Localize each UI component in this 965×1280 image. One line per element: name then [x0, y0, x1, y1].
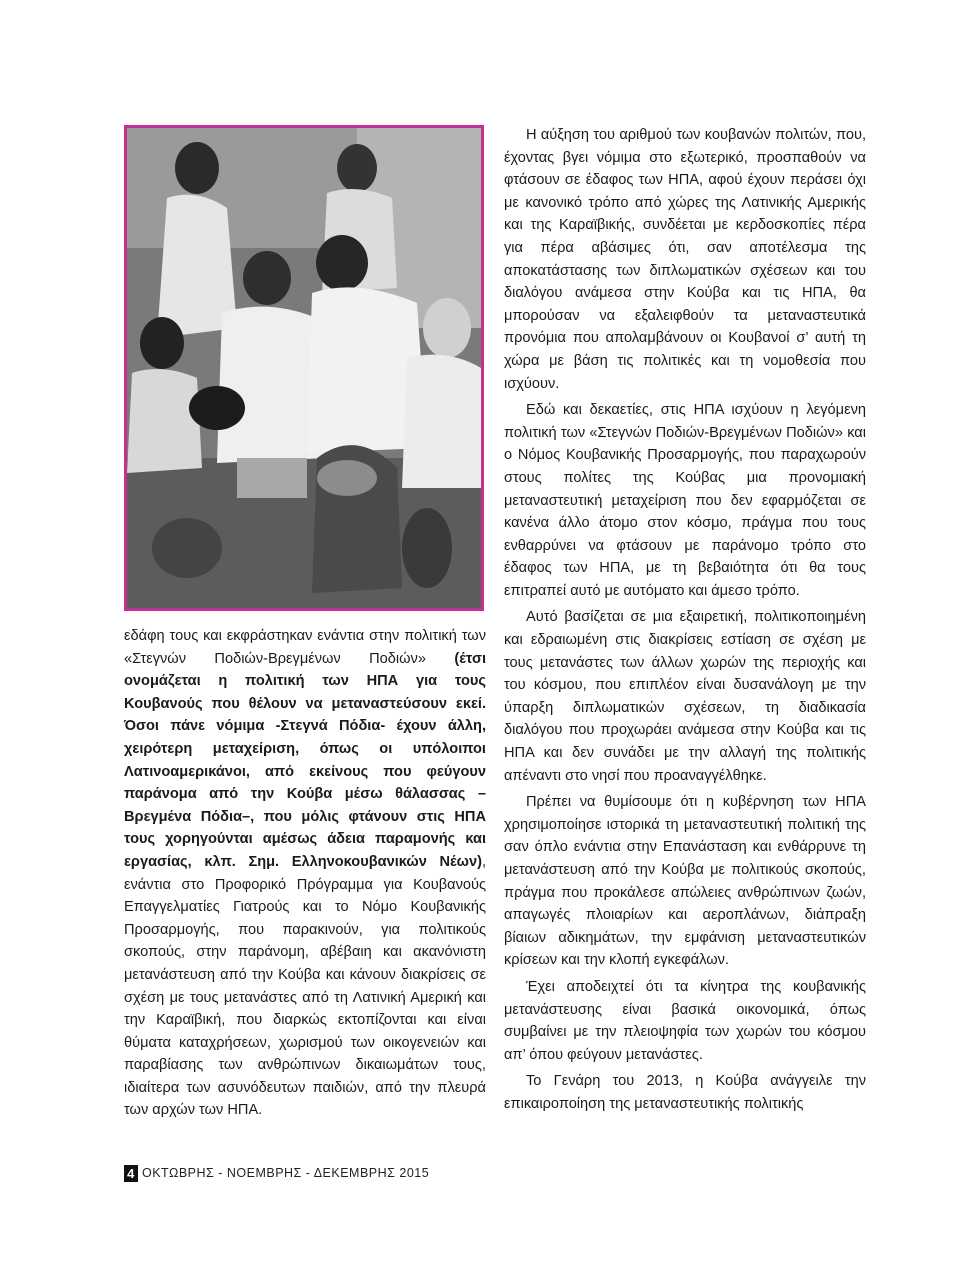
newspaper-photo — [124, 125, 484, 611]
left-text-part3: , ενάντια στο Προφορικό Πρόγραμμα για Κουβανούς Επαγγελματίες Γιατρούς και το Νόμο Κουβανικής Προσαρμογής, που παρακινούν, για πολιτικούς σκοπούς, στην παράνομη, αβέβαιη και ακανόνιστη μετανάστευση από την Κούβα και κάνουν διακρίσεις σε σχέση με τους μετανάστες από τη Λατινική Αμερική και την Καραϊβική, που διαρκώς εκτοπίζονται και είναι θύματα καταχρήσεων, χωρισμού των οικογενειών και παραβίασης των ανθρώπινων δικαιωμάτων τους, ιδιαίτερα των ασυνόδευτων παιδιών, από την πλευρά των αρχών των ΗΠΑ. — [124, 853, 486, 1119]
page-number: 4 — [124, 1165, 138, 1182]
paragraph: Το Γενάρη του 2013, η Κούβα ανάγγειλε την επικαιροποίηση της μεταναστευτικής πολιτικής — [504, 1073, 866, 1112]
left-text-part1: εδάφη τους και εκφράστηκαν ενάντια στην πολιτική των «Στεγνών Ποδιών-Βρεγμένων Ποδιών» — [124, 628, 486, 667]
paragraph: Αυτό βασίζεται σε μια εξαιρετική, πολιτικοποιημένη και εδραιωμένη στις διακρίσεις εστίαση σε σχέση με τους μετανάστες των άλλων χωρών της περιοχής και του κόσμου, που επιπλέον είναι δυσανάλογη με την ύπαρξη διπλωματικών σχέσεων, τη διαδικασία διαλόγου που προχωράει ανάμεσα στην Κούβα και τις ΗΠΑ και δεν συνάδει με την αλλαγή της πολιτικής απέναντι στο νησί που προαναγγέλθηκε. — [504, 609, 866, 784]
paragraph: Έχει αποδειχτεί ότι τα κίνητρα της κουβανικής μετανάστευσης είναι βασικά οικονομικά, όπως συμβαίνει με την πλειοψηφία των χωρών του κόσμου απ’ όπου φεύγουν μετανάστες. — [504, 978, 866, 1063]
left-column — [124, 625, 486, 1122]
paragraph: Πρέπει να θυμίσουμε ότι η κυβέρνηση των ΗΠΑ χρησιμοποίησε ιστορικά τη μεταναστευτική πολιτική της σαν όπλο ενάντια στην Επανάσταση και ενθάρρυνε τη μετανάστευση από την Κούβα με πολιτικούς σκοπούς, πράγμα που προκάλεσε απώλειες ανθρώπινων ζωών, απαγωγές πλοιαρίων και αεροπλάνων, διάπραξη βίαιων αδικημάτων, την εμφάνιση μεταναστευτικών κρίσεων και την κλοπή εγκεφάλων. — [504, 794, 866, 969]
photo-illustration — [127, 128, 481, 608]
page-footer — [124, 1163, 429, 1183]
paragraph: Εδώ και δεκαετίες, στις ΗΠΑ ισχύουν η λεγόμενη πολιτική των «Στεγνών Ποδιών-Βρεγμένων Ποδιών» και ο Νόμος Κουβανικής Προσαρμογής, που παραχωρούν στους πολίτες της Κούβας μια προνομιακή μεταναστευτική μεταχείριση που δεν εφαρμόζεται σε κανένα άλλο άτομο στον κόσμο, πράγμα που τους ενθαρρύνει να φτάσουν με παράνομο τρόπο στο έδαφος των ΗΠΑ, με τη βεβαιότητα ότι θα τους επιτραπεί αυτό με αυτόματο και άμεσο τρόπο. — [504, 402, 866, 599]
issue-date: ΟΚΤΩΒΡΗΣ - ΝΟΕΜΒΡΗΣ - ΔΕΚΕΜΒΡΗΣ 2015 — [142, 1166, 430, 1180]
paragraph: Η αύξηση του αριθμού των κουβανών πολιτών, που, έχοντας βγει νόμιμα στο εξωτερικό, προσπαθούν να φτάσουν σε έδαφος των ΗΠΑ, αφού έχουν περάσει όχι με κανονικό τρόπο από χώρες της Λατινικής Αμερικής και της Καραϊβικής, συνδέεται με κερδοσκοπίες πέρα για πέρα αβάσιμες ότι, σαν αποτέλεσμα της αποκατάστασης των διπλωματικών σχέσεων και του διαλόγου ανάμεσα στην Κούβα και τις ΗΠΑ, θα μπορούσαν να εξαλειφθούν τα μεταναστευτικά προνόμια που απολαμβάνουν οι Κουβανοί σ’ αυτή τη χώρα με βάση τις πολιτικές και τη νομοθεσία που ισχύουν. — [504, 127, 866, 392]
left-paragraph — [124, 625, 486, 1122]
left-text-bold-note: (έτσι ονομάζεται η πολιτική των ΗΠΑ για τους Κουβανούς που θέλουν να μεταναστεύσουν εκεί. Όσοι πάνε νόμιμα -Στεγνά Πόδια- έχουν άλλη, χειρότερη μεταχείριση, όπως οι υπόλοιποι Λατινοαμερικάνοι, από εκείνους που φεύγουν παράνομα από την Κούβα μέσω θάλασσας –Βρεγμένα Πόδια–, που μόλις φτάνουν στις ΗΠΑ τους χορηγούνται αμέσως άδεια παραμονής και εργασίας, κλπ. Σημ. Ελληνοκουβανικών Νέων) — [124, 650, 486, 870]
right-column — [504, 124, 866, 1116]
